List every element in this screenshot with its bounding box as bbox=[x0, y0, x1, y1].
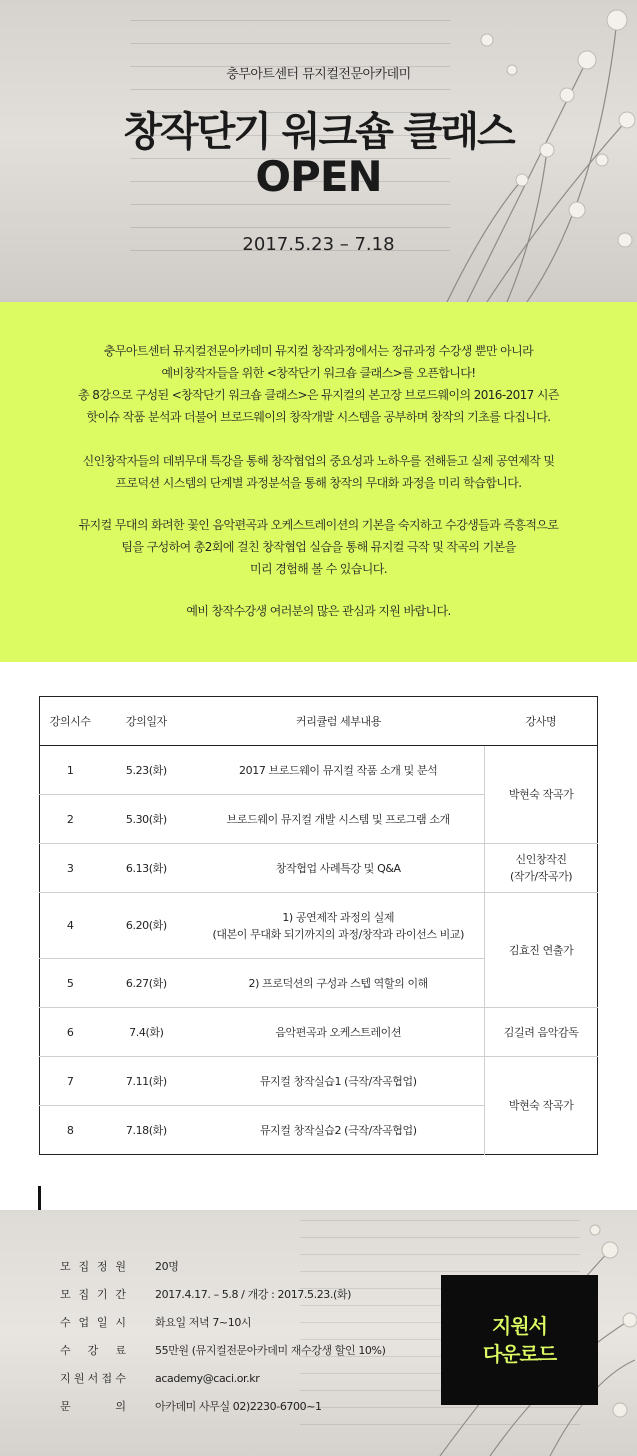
label-char: 정 bbox=[96, 1260, 108, 1273]
info-value: 2017.4.17. – 5.8 / 개강 : 2017.5.23.(화) bbox=[155, 1288, 352, 1301]
label-char: 간 bbox=[115, 1288, 126, 1301]
session-no: 2 bbox=[40, 795, 101, 844]
recruitment-info-list bbox=[60, 1252, 385, 1420]
hero-banner bbox=[0, 0, 637, 302]
session-date: 6.27(화) bbox=[100, 959, 192, 1008]
header-session: 강의시수 bbox=[40, 697, 101, 746]
info-value: 아카데미 사무실 02)2230-6700~1 bbox=[155, 1400, 322, 1413]
table-row bbox=[40, 1057, 598, 1106]
label-char: 기 bbox=[96, 1288, 108, 1301]
info-row-contact bbox=[60, 1392, 385, 1420]
label-char: 수 bbox=[60, 1344, 71, 1357]
info-row-class-time bbox=[60, 1308, 385, 1336]
session-content bbox=[192, 893, 484, 959]
session-no: 6 bbox=[40, 1008, 101, 1057]
label-char: 일 bbox=[96, 1316, 108, 1329]
session-date: 7.11(화) bbox=[100, 1057, 192, 1106]
info-value: 20명 bbox=[155, 1260, 179, 1273]
intro-line: 신인창작자들의 데뷔무대 특강을 통해 창작협업의 중요성과 노하우를 전해듣고 실제 공연제작 및 bbox=[82, 454, 555, 468]
info-label bbox=[60, 1314, 155, 1330]
label-char: 수 bbox=[60, 1316, 71, 1329]
application-email[interactable]: academy@caci.or.kr bbox=[155, 1371, 260, 1385]
label-char: 모 bbox=[60, 1288, 71, 1301]
label-char: 집 bbox=[78, 1288, 90, 1301]
content-line: (대본이 무대화 되기까지의 과정/창작과 라이선스 비교) bbox=[212, 927, 464, 941]
session-no: 7 bbox=[40, 1057, 101, 1106]
session-content: 창작협업 사례특강 및 Q&A bbox=[192, 844, 484, 893]
label-char: 료 bbox=[115, 1344, 126, 1357]
instructor-cell: 김길려 음악감독 bbox=[485, 1008, 598, 1057]
info-section bbox=[0, 1210, 637, 1456]
session-content: 2017 브로드웨이 뮤지컬 작품 소개 및 분석 bbox=[192, 746, 484, 795]
instructor-line: 신인창작진 bbox=[515, 853, 567, 866]
intro-line: 팀을 구성하여 총2회에 걸친 창작협업 실습을 통해 뮤지컬 극작 및 작곡의 기본을 bbox=[121, 540, 516, 554]
label-char: 모 bbox=[60, 1260, 71, 1273]
session-content: 브로드웨이 뮤지컬 개발 시스템 및 프로그램 소개 bbox=[192, 795, 484, 844]
info-label bbox=[60, 1258, 155, 1274]
intro-paragraph-3 bbox=[0, 514, 637, 580]
table-header-row bbox=[40, 697, 598, 746]
instructor-line: (작가/작곡가) bbox=[509, 870, 573, 883]
intro-line: 미리 경험해 볼 수 있습니다. bbox=[250, 562, 387, 576]
intro-paragraph-4 bbox=[0, 600, 637, 622]
intro-paragraph-1 bbox=[0, 340, 637, 428]
instructor-cell: 박현숙 작곡가 bbox=[485, 746, 598, 844]
session-date: 5.23(화) bbox=[100, 746, 192, 795]
instructor-cell bbox=[485, 844, 598, 893]
course-period: 2017.5.23 – 7.18 bbox=[242, 234, 395, 255]
intro-line: 총 8강으로 구성된 <창작단기 워크숍 클래스>은 뮤지컬의 본고장 브로드웨이의 2016-2017 시즌 bbox=[78, 388, 559, 402]
info-value: 55만원 (뮤지컬전문아카데미 재수강생 할인 10%) bbox=[155, 1344, 386, 1357]
session-date: 7.18(화) bbox=[125, 1123, 167, 1137]
intro-line: 핫이슈 작품 분석과 더불어 브로드웨이의 창작개발 시스템을 공부하며 창작의 기초를 다집니다. bbox=[86, 410, 551, 424]
header-instructor: 강사명 bbox=[485, 697, 598, 746]
label-char: 문 bbox=[60, 1400, 71, 1413]
intro-section bbox=[0, 302, 637, 662]
info-value: 화요일 저녁 7~10시 bbox=[155, 1316, 252, 1329]
info-label bbox=[60, 1342, 155, 1358]
label-char: 집 bbox=[78, 1260, 90, 1273]
info-row-recruit-period bbox=[60, 1280, 385, 1308]
download-application-button[interactable] bbox=[441, 1275, 598, 1405]
session-date: 6.13(화) bbox=[100, 844, 192, 893]
info-row-tuition bbox=[60, 1336, 385, 1364]
label-char: 원 bbox=[115, 1260, 126, 1273]
header-date: 강의일자 bbox=[100, 697, 192, 746]
session-no: 5 bbox=[40, 959, 101, 1008]
info-label bbox=[60, 1398, 155, 1414]
session-date: 5.30(화) bbox=[100, 795, 192, 844]
instructor-cell: 박현숙 작곡가 bbox=[485, 1057, 598, 1155]
label-char: 업 bbox=[78, 1316, 90, 1329]
session-content: 뮤지컬 창작실습2 (극작/작곡협업) bbox=[259, 1123, 417, 1137]
info-row-capacity bbox=[60, 1252, 385, 1280]
session-no: 3 bbox=[40, 844, 101, 893]
intro-line: 충무아트센터 뮤지컬전문아카데미 뮤지컬 창작과정에서는 정규과정 수강생 뿐만 아니라 bbox=[103, 344, 534, 358]
label-char: 시 bbox=[115, 1316, 126, 1329]
table-row bbox=[40, 746, 598, 795]
label-char: 수 bbox=[115, 1372, 126, 1385]
session-no: 1 bbox=[40, 746, 101, 795]
table-row bbox=[40, 1008, 598, 1057]
info-label bbox=[60, 1370, 155, 1386]
instructor-cell: 김효진 연출가 bbox=[485, 893, 598, 1008]
info-row-application bbox=[60, 1364, 385, 1392]
label-char: 원 bbox=[73, 1372, 85, 1385]
page-title: 창작단기 워크숍 클래스 bbox=[123, 109, 514, 155]
session-date: 6.20(화) bbox=[100, 893, 192, 959]
content-line: 1) 공연제작 과정의 실제 bbox=[282, 910, 395, 924]
header-curriculum: 커리큘럼 세부내용 bbox=[192, 697, 484, 746]
session-content: 뮤지컬 창작실습1 (극작/작곡협업) bbox=[192, 1057, 484, 1106]
table-row bbox=[40, 844, 598, 893]
session-content: 음악편곡과 오케스트레이션 bbox=[192, 1008, 484, 1057]
label-char: 접 bbox=[101, 1372, 113, 1385]
label-char: 의 bbox=[115, 1400, 126, 1413]
page-title-open: OPEN bbox=[255, 152, 382, 201]
label-char: 강 bbox=[87, 1344, 99, 1357]
curriculum-table bbox=[39, 696, 598, 1155]
intro-line: 예비창작자들을 위한 <창작단기 워크숍 클래스>를 오픈합니다! bbox=[161, 366, 476, 380]
intro-line: 뮤지컬 무대의 화려한 꽃인 음악편곡과 오케스트레이션의 기본을 숙지하고 수강생들과 즉흥적으로 bbox=[78, 518, 559, 532]
intro-paragraph-2 bbox=[0, 450, 637, 494]
organization-name: 충무아트센터 뮤지컬전문아카데미 bbox=[226, 67, 411, 82]
download-application-label: 지원서 다운로드 bbox=[482, 1314, 557, 1366]
intro-line: 예비 창작수강생 여러분의 많은 관심과 지원 바랍니다. bbox=[186, 604, 451, 618]
label-char: 서 bbox=[87, 1372, 99, 1385]
label-char: 지 bbox=[60, 1372, 71, 1385]
table-row bbox=[40, 893, 598, 959]
session-no: 4 bbox=[40, 893, 101, 959]
session-content: 2) 프로덕션의 구성과 스텝 역할의 이해 bbox=[192, 959, 484, 1008]
intro-line: 프로덕션 시스템의 단계별 과정분석을 통해 창작의 무대화 과정을 미리 학습합니다. bbox=[115, 476, 522, 490]
session-date: 7.4(화) bbox=[100, 1008, 192, 1057]
info-label bbox=[60, 1286, 155, 1302]
session-no: 8 bbox=[66, 1123, 74, 1137]
